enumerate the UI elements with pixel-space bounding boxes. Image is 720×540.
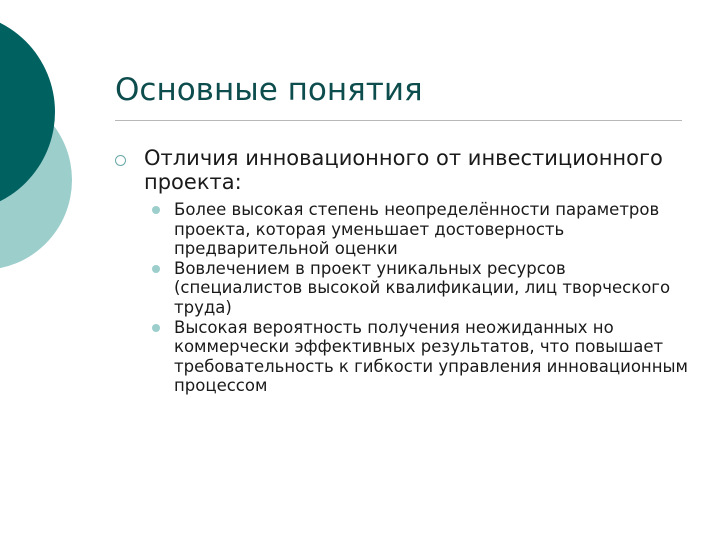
dot-bullet-icon	[152, 324, 160, 332]
ring-bullet-icon	[115, 155, 126, 166]
main-bullet-item	[115, 146, 675, 194]
sub-bullet-text: Высокая вероятность получения неожиданных но коммерчески эффективных результатов, что повышает требовательность к гибкости управления инновационным процессом	[174, 317, 688, 396]
title-divider	[115, 120, 682, 121]
sub-bullet-text: Вовлечением в проект уникальных ресурсов (специалистов высокой квалификации, лиц творческого труда)	[174, 258, 671, 317]
dot-bullet-icon	[152, 206, 160, 214]
sub-bullet-item	[150, 318, 690, 396]
sub-bullet-list	[150, 200, 690, 396]
sub-bullet-item	[150, 200, 690, 259]
dot-bullet-icon	[152, 265, 160, 273]
main-bullet-text: Отличия инновационного от инвестиционного проекта:	[144, 146, 663, 194]
slide-title: Основные понятия	[115, 72, 423, 108]
sub-bullet-item	[150, 259, 690, 318]
sub-bullet-text: Более высокая степень неопределённости параметров проекта, которая уменьшает достоверность предварительной оценки	[174, 200, 660, 259]
decorative-circles	[0, 0, 80, 300]
